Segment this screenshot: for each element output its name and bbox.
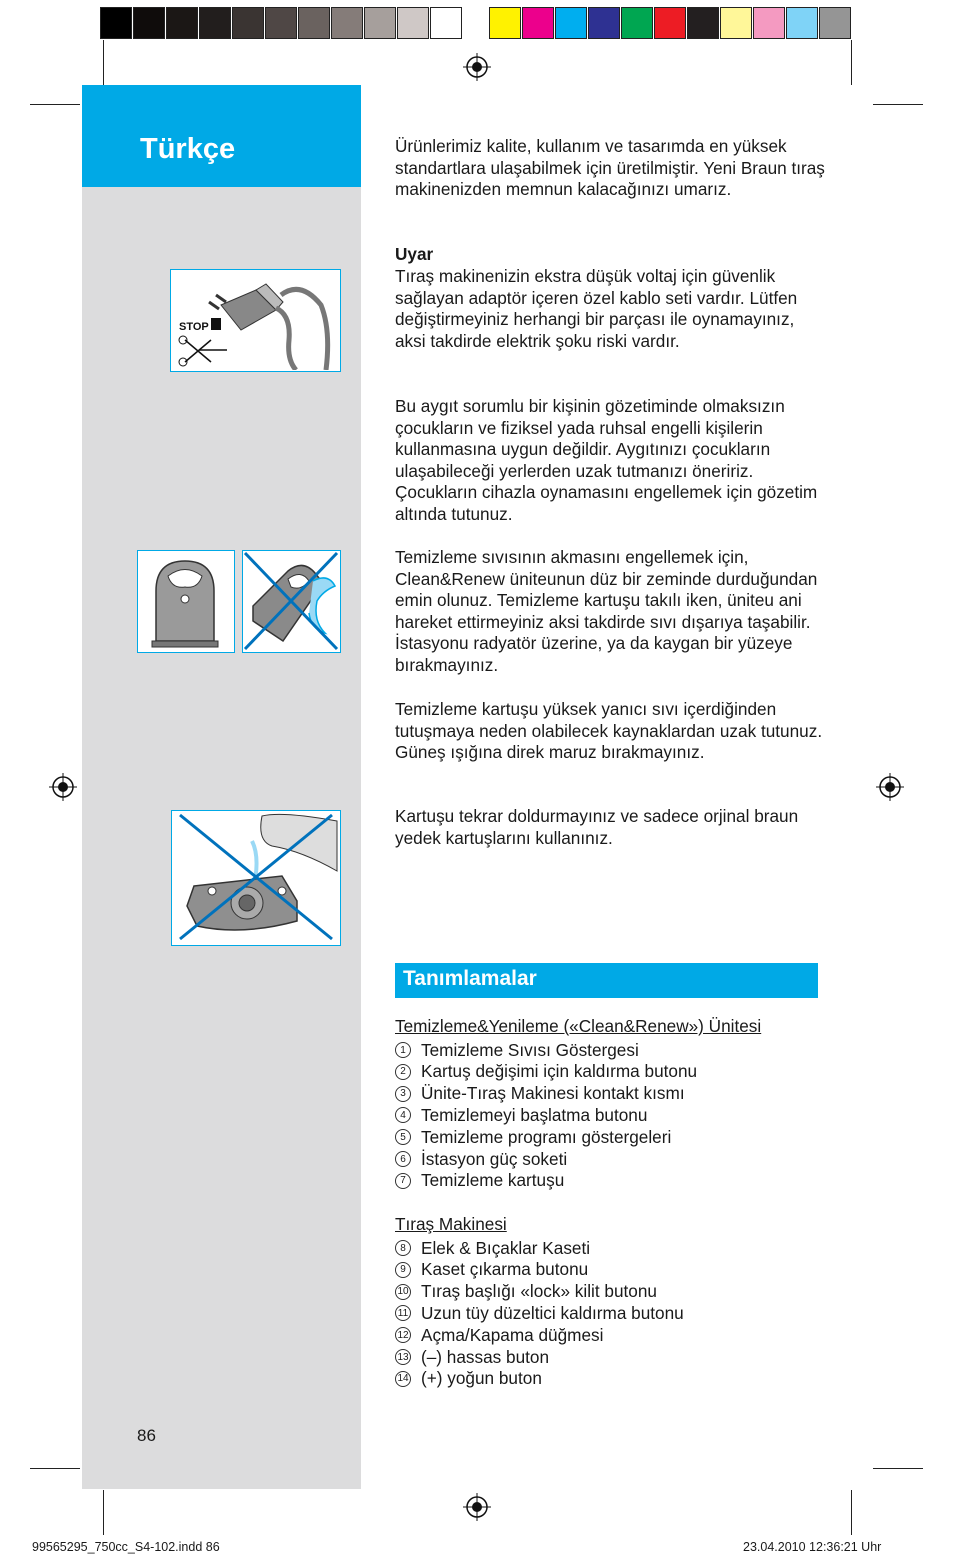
- section-header-bar: [395, 963, 818, 998]
- item-number: 11: [395, 1305, 411, 1321]
- crop-mark: [103, 40, 104, 85]
- item-label: İstasyon güç soketi: [421, 1148, 568, 1169]
- list-item: [395, 1170, 564, 1192]
- section-title: Tanımlamalar: [403, 967, 537, 990]
- item-number: 2: [395, 1064, 411, 1080]
- color-swatch: [720, 7, 752, 39]
- unit-list-heading: Temizleme&Yenileme («Clean&Renew») Ünitesi: [395, 1016, 762, 1036]
- list-item: [395, 1346, 549, 1368]
- tilted-station-icon: [243, 551, 339, 651]
- item-number: 1: [395, 1042, 411, 1058]
- item-number: 9: [395, 1262, 411, 1278]
- item-label: Elek & Bıçaklar Kaseti: [421, 1237, 591, 1258]
- color-swatch: [199, 7, 231, 39]
- item-label: Uzun tüy düzeltici kaldırma butonu: [421, 1302, 684, 1323]
- supervision-paragraph: Bu aygıt sorumlu bir kişinin gözetiminde olmaksızın çocukların ve fiziksel yada ruhsal engelli kişilerin kullanmasına uygun değildir. Aygıtınızı çocukların ulaşabileceği yerlerden uzak tutmanızı öneririz. Çocukların cihazla oynamasını engellemek için gözetim altında tutunuz.: [395, 396, 818, 524]
- crop-mark: [851, 1490, 852, 1535]
- color-swatch: [133, 7, 165, 39]
- color-swatch: [588, 7, 620, 39]
- color-swatch: [489, 7, 521, 39]
- warning-heading: Uyar: [395, 244, 434, 264]
- crop-mark: [873, 1468, 923, 1469]
- list-item: [395, 1126, 671, 1148]
- item-label: (–) hassas buton: [421, 1346, 550, 1367]
- list-item: [395, 1061, 697, 1083]
- item-number: 5: [395, 1129, 411, 1145]
- item-label: Temizleme kartuşu: [421, 1170, 565, 1191]
- list-item: [395, 1302, 684, 1324]
- color-swatch: [654, 7, 686, 39]
- refill-paragraph: Kartuşu tekrar doldurmayınız ve sadece orjinal braun yedek kartuşlarını kullanınız.: [395, 806, 799, 848]
- intro-text: [395, 136, 825, 201]
- item-number: 14: [395, 1371, 411, 1387]
- item-number: 12: [395, 1327, 411, 1343]
- item-label: (+) yoğun buton: [421, 1368, 542, 1389]
- color-swatch: [555, 7, 587, 39]
- page-title: Türkçe: [140, 133, 236, 165]
- list-item: [395, 1237, 590, 1259]
- list-item: [395, 1324, 603, 1346]
- color-swatch: [687, 7, 719, 39]
- page-number: 86: [137, 1426, 156, 1445]
- intro-paragraph: Ürünlerimiz kalite, kullanım ve tasarımda en yüksek standartlara ulaşabilmek için üretilmiştir. Yeni Braun tıraş makinenizden memnun kalacağınızı umarız.: [395, 136, 825, 200]
- color-swatch: [819, 7, 851, 39]
- color-swatch: [265, 7, 297, 39]
- list-item: [395, 1083, 685, 1105]
- list-item: [395, 1104, 647, 1126]
- station-tilted-warning-figure: [242, 550, 341, 653]
- plug-warning-figure: [170, 269, 341, 372]
- crop-mark: [30, 1468, 80, 1469]
- item-label: Açma/Kapama düğmesi: [421, 1324, 604, 1345]
- item-label: Kartuş değişimi için kaldırma butonu: [421, 1061, 698, 1082]
- footer-timestamp: 23.04.2010 12:36:21 Uhr: [743, 1540, 882, 1554]
- item-number: 4: [395, 1107, 411, 1123]
- item-number: 8: [395, 1240, 411, 1256]
- crop-mark: [851, 40, 852, 85]
- color-swatch: [232, 7, 264, 39]
- list-item: [395, 1148, 567, 1170]
- color-swatch: [522, 7, 554, 39]
- cartridge-refill-icon: [172, 811, 339, 944]
- footer-file-info: 99565295_750cc_S4-102.indd 86: [32, 1540, 220, 1554]
- color-swatch: [753, 7, 785, 39]
- plug-adapter-icon: [171, 270, 339, 370]
- item-label: Ünite-Tıraş Makinesi kontakt kısmı: [421, 1083, 685, 1104]
- list-item: [395, 1039, 639, 1061]
- list-item: [395, 1281, 657, 1303]
- item-number: 7: [395, 1173, 411, 1189]
- crop-mark: [873, 104, 923, 105]
- refill-warning-figure: [171, 810, 341, 946]
- color-swatch: [621, 7, 653, 39]
- flammable-paragraph: Temizleme kartuşu yüksek yanıcı sıvı içerdiğinden tutuşmaya neden olabilecek kaynaklardan uzak tutunuz. Güneş ışığına direk maruz bırakmayınız.: [395, 699, 823, 763]
- registration-mark-icon: [876, 773, 904, 801]
- color-swatch: [786, 7, 818, 39]
- stop-label: STOP: [179, 321, 209, 333]
- item-number: 6: [395, 1151, 411, 1167]
- item-label: Kaset çıkarma butonu: [421, 1259, 589, 1280]
- item-number: 13: [395, 1349, 411, 1365]
- color-swatch: [397, 7, 429, 39]
- list-item: [395, 1368, 542, 1390]
- crop-mark: [103, 1490, 104, 1535]
- title-banner: [82, 85, 361, 187]
- shaver-list-heading: Tıraş Makinesi: [395, 1214, 507, 1234]
- registration-mark-icon: [463, 1493, 491, 1521]
- item-label: Temizlemeyi başlatma butonu: [421, 1104, 648, 1125]
- color-swatch: [364, 7, 396, 39]
- color-swatch: [430, 7, 462, 39]
- color-swatch: [331, 7, 363, 39]
- leak-paragraph: Temizleme sıvısının akmasını engellemek için, Clean&Renew üniteunun düz bir zeminde durduğundan emin olunuz. Temizleme kartuşu takılı iken, üniteu ani hareket ettirmeyiniz aksi takdirde sıvı dışarıya taşabilir. İstasyonu radyatör üzerine, ya da kaygan bir yüzeye bırakmayınız.: [395, 547, 818, 675]
- registration-mark-icon: [463, 53, 491, 81]
- list-item: [395, 1259, 588, 1281]
- item-label: Temizleme Sıvısı Göstergesi: [421, 1039, 639, 1060]
- item-label: Temizleme programı göstergeleri: [421, 1126, 672, 1147]
- warning-paragraph: Tıraş makinenizin ekstra düşük voltaj için güvenlik sağlayan adaptör içeren özel kablo seti vardır. Lütfen değiştirmeyiniz herhangi bir parçası ile oynamayınız, aksi takdirde elektrik şoku riski vardır.: [395, 266, 798, 351]
- registration-mark-icon: [49, 773, 77, 801]
- item-label: Tıraş başlığı «lock» kilit butonu: [421, 1281, 657, 1302]
- item-number: 3: [395, 1086, 411, 1102]
- color-swatch: [298, 7, 330, 39]
- color-calibration-bar: [100, 7, 852, 41]
- station-upright-figure: [137, 550, 235, 653]
- color-swatch: [100, 7, 132, 39]
- cleaning-station-icon: [138, 551, 233, 651]
- color-swatch: [166, 7, 198, 39]
- crop-mark: [30, 104, 80, 105]
- item-number: 10: [395, 1284, 411, 1300]
